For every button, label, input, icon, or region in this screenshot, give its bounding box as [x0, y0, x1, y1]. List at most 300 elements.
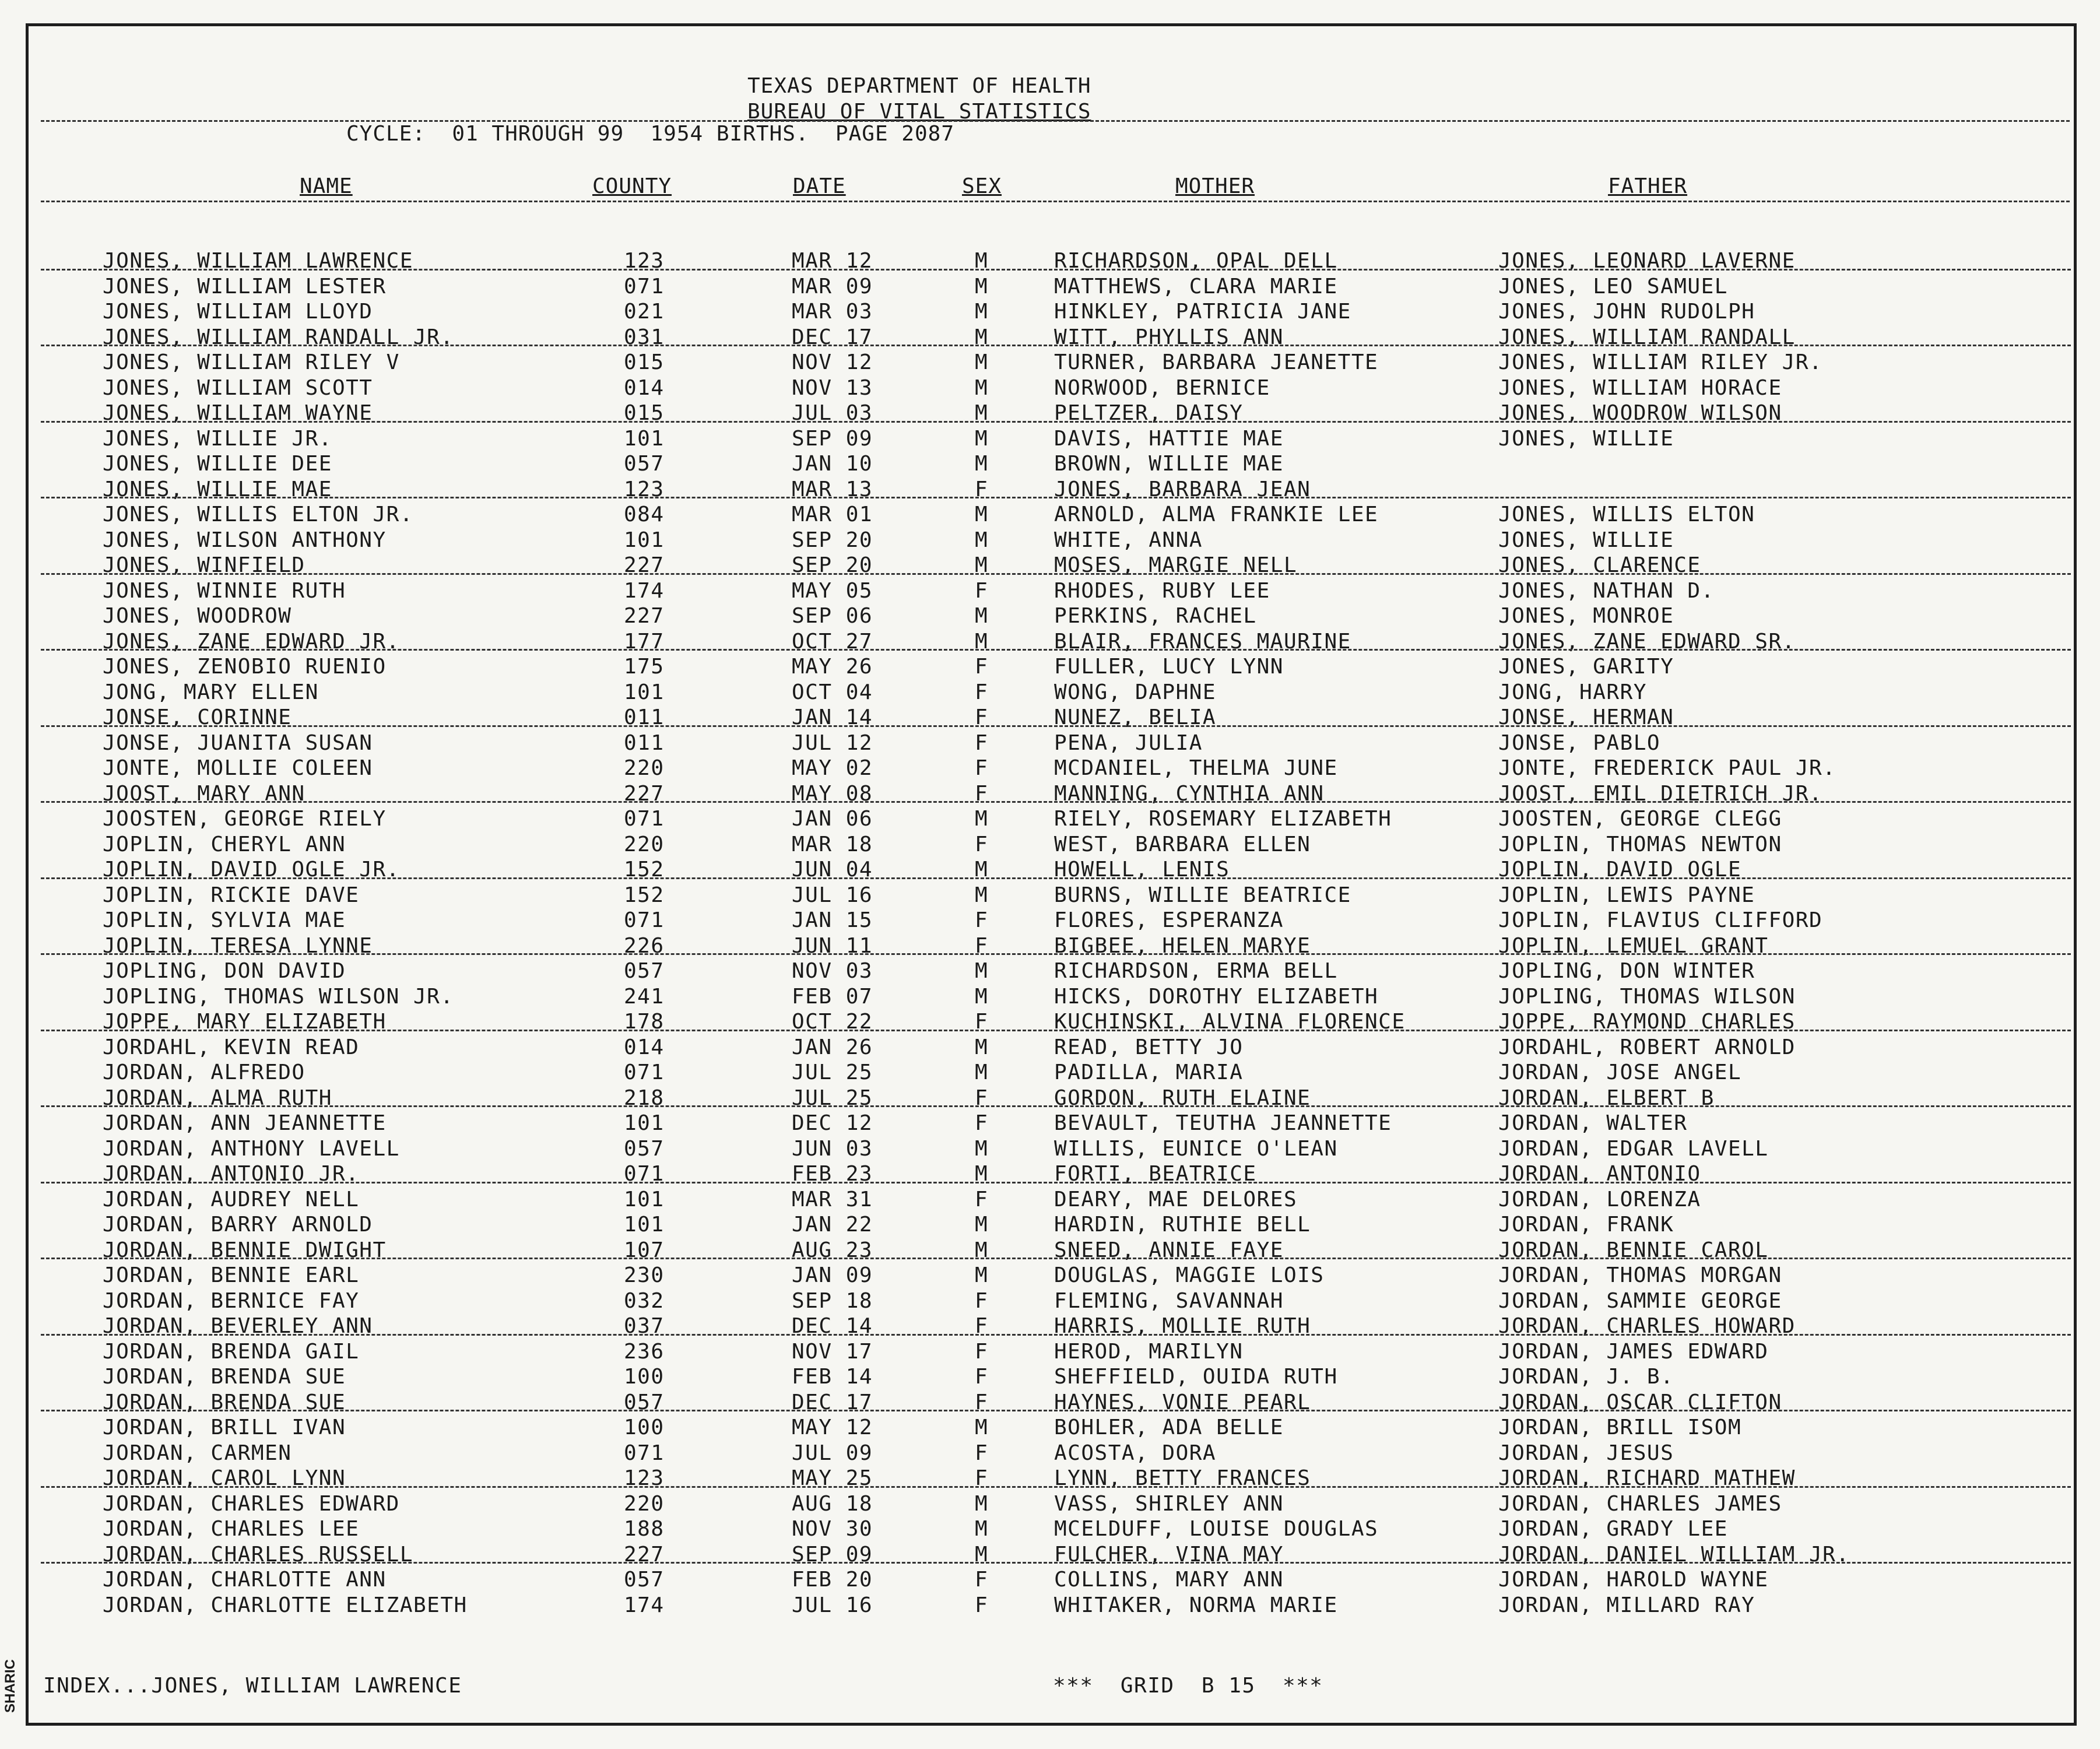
- cell-name: JORDAN, BRENDA SUE: [103, 1390, 346, 1414]
- cell-county: 227: [624, 604, 665, 628]
- cell-county: 107: [624, 1238, 665, 1262]
- cell-date: SEP 09: [792, 1542, 873, 1567]
- cell-sex: M: [975, 1263, 989, 1287]
- cell-mother: PELTZER, DAISY: [1054, 401, 1244, 425]
- table-row: [0, 1491, 2100, 1517]
- cell-mother: FLEMING, SAVANNAH: [1054, 1288, 1284, 1313]
- header-rule-top: [41, 120, 2070, 122]
- cell-county: 101: [624, 1111, 665, 1135]
- cell-mother: BLAIR, FRANCES MAURINE: [1054, 629, 1351, 654]
- cell-name: JONES, WINFIELD: [103, 553, 305, 577]
- table-row: [0, 1009, 2100, 1035]
- cell-sex: M: [975, 807, 989, 831]
- cell-county: 227: [624, 553, 665, 577]
- cell-mother: FORTI, BEATRICE: [1054, 1162, 1257, 1186]
- cell-father: JORDAHL, ROBERT ARNOLD: [1498, 1035, 1796, 1059]
- cell-mother: FULLER, LUCY LYNN: [1054, 655, 1284, 679]
- table-row: [0, 578, 2100, 604]
- cell-name: JORDAN, ALFREDO: [103, 1060, 305, 1084]
- cell-date: DEC 14: [792, 1314, 873, 1338]
- cell-mother: DAVIS, HATTIE MAE: [1054, 426, 1284, 451]
- cell-date: MAR 13: [792, 477, 873, 501]
- table-row: [0, 1263, 2100, 1288]
- cell-father: JONES, CLARENCE: [1498, 553, 1701, 577]
- cell-mother: MCDANIEL, THELMA JUNE: [1054, 756, 1338, 780]
- cell-name: JOPLIN, CHERYL ANN: [103, 832, 346, 856]
- cell-father: JORDAN, BENNIE CAROL: [1498, 1238, 1769, 1262]
- table-row: [0, 1161, 2100, 1187]
- cell-sex: F: [975, 1339, 989, 1364]
- table-row: [0, 1516, 2100, 1542]
- agency-title: TEXAS DEPARTMENT OF HEALTH: [747, 74, 1091, 98]
- cell-father: JONES, WILLIE: [1498, 426, 1674, 451]
- cell-father: JORDAN, SAMMIE GEORGE: [1498, 1288, 1782, 1313]
- cell-date: JUL 09: [792, 1441, 873, 1465]
- cell-date: JUL 12: [792, 730, 873, 755]
- cell-mother: HOWELL, LENIS: [1054, 858, 1230, 881]
- cell-date: MAR 12: [792, 249, 873, 273]
- cell-sex: M: [975, 1238, 989, 1262]
- table-row: [0, 1339, 2100, 1365]
- cell-mother: JONES, BARBARA JEAN: [1054, 477, 1311, 501]
- table-row: [0, 451, 2100, 477]
- birth-records-table: [0, 248, 2100, 1618]
- cell-county: 014: [624, 375, 665, 400]
- cell-date: NOV 13: [792, 375, 873, 400]
- cell-name: JORDAN, ALMA RUTH: [103, 1086, 332, 1110]
- table-row: [0, 832, 2100, 858]
- cell-county: 071: [624, 807, 665, 831]
- cell-county: 057: [624, 452, 665, 476]
- cell-sex: F: [975, 1390, 989, 1414]
- cell-name: JORDAN, ANTONIO JR.: [103, 1162, 360, 1186]
- cell-county: 037: [624, 1314, 665, 1338]
- cell-sex: M: [975, 959, 989, 983]
- cell-sex: F: [975, 1314, 989, 1338]
- cell-sex: M: [975, 604, 989, 628]
- table-row: [0, 958, 2100, 984]
- cell-name: JONES, WINNIE RUTH: [103, 578, 346, 603]
- cell-name: JONES, WILLIE DEE: [103, 452, 332, 476]
- cell-sex: M: [975, 503, 989, 526]
- cell-mother: FULCHER, VINA MAY: [1054, 1542, 1284, 1567]
- cell-name: JONES, WILSON ANTHONY: [103, 528, 387, 552]
- cell-father: JORDAN, WALTER: [1498, 1111, 1688, 1135]
- cell-date: DEC 17: [792, 1390, 873, 1414]
- cell-name: JONES, WOODROW: [103, 604, 292, 628]
- cell-father: JOOST, EMIL DIETRICH JR.: [1498, 781, 1823, 806]
- cell-date: SEP 06: [792, 604, 873, 628]
- cell-mother: WILLIS, EUNICE O'LEAN: [1054, 1136, 1338, 1161]
- cell-sex: F: [975, 655, 989, 679]
- cell-mother: WITT, PHYLLIS ANN: [1054, 325, 1284, 349]
- cell-father: JONG, HARRY: [1498, 680, 1647, 704]
- column-header-mother: MOTHER: [1175, 174, 1255, 198]
- cell-date: DEC 17: [792, 325, 873, 349]
- cell-name: JONES, ZANE EDWARD JR.: [103, 629, 400, 654]
- table-row: [0, 1593, 2100, 1618]
- cell-county: 101: [624, 528, 665, 552]
- cell-sex: F: [975, 908, 989, 932]
- cell-county: 227: [624, 1542, 665, 1567]
- cell-date: SEP 09: [792, 426, 873, 451]
- cell-mother: MCELDUFF, LOUISE DOUGLAS: [1054, 1517, 1379, 1541]
- cell-sex: F: [975, 933, 989, 958]
- cell-sex: M: [975, 528, 989, 552]
- table-row: [0, 350, 2100, 375]
- cell-father: JORDAN, CHARLES JAMES: [1498, 1491, 1782, 1516]
- cell-county: 015: [624, 350, 665, 374]
- cell-father: JOPLIN, DAVID OGLE: [1498, 858, 1742, 881]
- cell-name: JORDAN, CHARLOTTE ANN: [103, 1568, 387, 1592]
- cell-father: JORDAN, CHARLES HOWARD: [1498, 1314, 1796, 1338]
- column-header-date: DATE: [793, 174, 846, 198]
- cell-county: 220: [624, 756, 665, 780]
- cell-county: 101: [624, 1187, 665, 1211]
- cell-father: JOOSTEN, GEORGE CLEGG: [1498, 807, 1782, 831]
- cell-date: MAR 03: [792, 300, 873, 324]
- table-row: [0, 274, 2100, 300]
- cell-sex: F: [975, 1086, 989, 1110]
- cell-mother: HARDIN, RUTHIE BELL: [1054, 1213, 1311, 1237]
- cell-mother: ACOSTA, DORA: [1054, 1441, 1217, 1465]
- cell-sex: M: [975, 858, 989, 881]
- cell-name: JORDAHL, KEVIN READ: [103, 1035, 360, 1059]
- cell-sex: F: [975, 705, 989, 729]
- cell-sex: F: [975, 1365, 989, 1389]
- cell-date: MAR 01: [792, 503, 873, 526]
- cell-name: JOOSTEN, GEORGE RIELY: [103, 807, 387, 831]
- table-row: [0, 477, 2100, 503]
- cell-sex: M: [975, 1517, 989, 1541]
- cell-sex: M: [975, 300, 989, 324]
- cell-date: JAN 14: [792, 705, 873, 729]
- cell-name: JONES, WILLIE MAE: [103, 477, 332, 501]
- cell-sex: M: [975, 629, 989, 654]
- table-row: [0, 1567, 2100, 1593]
- cell-county: 188: [624, 1517, 665, 1541]
- cell-sex: M: [975, 1136, 989, 1161]
- cell-father: JORDAN, DANIEL WILLIAM JR.: [1498, 1542, 1850, 1567]
- cell-county: 057: [624, 1390, 665, 1414]
- table-row: [0, 908, 2100, 933]
- cell-sex: M: [975, 1213, 989, 1237]
- cell-name: JONES, ZENOBIO RUENIO: [103, 655, 387, 679]
- cell-mother: PENA, JULIA: [1054, 730, 1203, 755]
- cell-county: 174: [624, 1593, 665, 1617]
- cell-name: JOPLIN, DAVID OGLE JR.: [103, 858, 400, 881]
- cell-county: 178: [624, 1010, 665, 1034]
- cell-name: JORDAN, BRILL IVAN: [103, 1416, 346, 1439]
- cell-name: JONES, WILLIAM SCOTT: [103, 375, 373, 400]
- cell-county: 032: [624, 1288, 665, 1313]
- cell-county: 057: [624, 1568, 665, 1592]
- cell-county: 152: [624, 858, 665, 881]
- cell-county: 011: [624, 730, 665, 755]
- cell-date: JAN 10: [792, 452, 873, 476]
- table-row: [0, 1035, 2100, 1060]
- cell-father: JONES, WILLIAM RILEY JR.: [1498, 350, 1823, 374]
- cell-sex: F: [975, 730, 989, 755]
- table-row: [0, 806, 2100, 832]
- cell-mother: DEARY, MAE DELORES: [1054, 1187, 1298, 1211]
- cell-date: JUL 25: [792, 1086, 873, 1110]
- cell-father: JONES, WILLIAM RANDALL: [1498, 325, 1796, 349]
- cell-mother: RICHARDSON, ERMA BELL: [1054, 959, 1338, 983]
- cell-father: JONES, WILLIAM HORACE: [1498, 375, 1782, 400]
- cell-name: JORDAN, AUDREY NELL: [103, 1187, 360, 1211]
- cell-name: JONSE, JUANITA SUSAN: [103, 730, 373, 755]
- cell-name: JORDAN, CHARLES EDWARD: [103, 1491, 400, 1516]
- cell-sex: F: [975, 1466, 989, 1490]
- cell-sex: F: [975, 1441, 989, 1465]
- cell-father: JONES, NATHAN D.: [1498, 578, 1715, 603]
- cell-county: 071: [624, 1060, 665, 1084]
- cell-mother: BIGBEE, HELEN MARYE: [1054, 933, 1311, 958]
- table-row: [0, 375, 2100, 401]
- cell-sex: M: [975, 1491, 989, 1516]
- table-row: [0, 1212, 2100, 1238]
- cell-date: JUL 25: [792, 1060, 873, 1084]
- table-row: [0, 1542, 2100, 1568]
- cell-name: JOOST, MARY ANN: [103, 781, 305, 806]
- cell-county: 101: [624, 680, 665, 704]
- cell-father: JORDAN, J. B.: [1498, 1365, 1674, 1389]
- cell-date: MAR 09: [792, 274, 873, 298]
- table-row: [0, 248, 2100, 274]
- table-row: [0, 705, 2100, 730]
- table-row: [0, 1441, 2100, 1466]
- cell-date: SEP 20: [792, 553, 873, 577]
- column-header-father: FATHER: [1608, 174, 1688, 198]
- cell-name: JORDAN, BEVERLEY ANN: [103, 1314, 373, 1338]
- table-row: [0, 857, 2100, 883]
- cell-sex: M: [975, 1542, 989, 1567]
- table-row: [0, 325, 2100, 350]
- cell-date: FEB 14: [792, 1365, 873, 1389]
- cell-county: 236: [624, 1339, 665, 1364]
- cell-father: JOPLING, DON WINTER: [1498, 959, 1755, 983]
- cell-county: 100: [624, 1416, 665, 1439]
- cell-date: JAN 26: [792, 1035, 873, 1059]
- cell-mother: HINKLEY, PATRICIA JANE: [1054, 300, 1351, 324]
- cell-sex: F: [975, 1568, 989, 1592]
- cell-date: MAY 25: [792, 1466, 873, 1490]
- cell-mother: GORDON, RUTH ELAINE: [1054, 1086, 1311, 1110]
- cell-name: JORDAN, BARRY ARNOLD: [103, 1213, 373, 1237]
- cell-mother: HICKS, DOROTHY ELIZABETH: [1054, 984, 1379, 1009]
- cell-father: JONES, WILLIS ELTON: [1498, 503, 1755, 526]
- cell-county: 015: [624, 401, 665, 425]
- cell-county: 227: [624, 781, 665, 806]
- cell-date: AUG 23: [792, 1238, 873, 1262]
- cell-name: JOPPE, MARY ELIZABETH: [103, 1010, 387, 1034]
- cell-date: MAY 26: [792, 655, 873, 679]
- cell-name: JORDAN, BENNIE DWIGHT: [103, 1238, 387, 1262]
- cell-name: JOPLING, DON DAVID: [103, 959, 346, 983]
- cell-father: JOPLIN, LEMUEL GRANT: [1498, 933, 1769, 958]
- cell-father: JONTE, FREDERICK PAUL JR.: [1498, 756, 1836, 780]
- cell-father: JORDAN, JESUS: [1498, 1441, 1674, 1465]
- cell-father: JOPLIN, FLAVIUS CLIFFORD: [1498, 908, 1823, 932]
- table-row: [0, 1415, 2100, 1441]
- cell-mother: READ, BETTY JO: [1054, 1035, 1244, 1059]
- cell-father: JOPLIN, THOMAS NEWTON: [1498, 832, 1782, 856]
- cell-mother: ARNOLD, ALMA FRANKIE LEE: [1054, 503, 1379, 526]
- cell-county: 071: [624, 1162, 665, 1186]
- cell-father: JONSE, HERMAN: [1498, 705, 1674, 729]
- table-row: [0, 1238, 2100, 1263]
- cell-county: 218: [624, 1086, 665, 1110]
- cell-father: JORDAN, ANTONIO: [1498, 1162, 1701, 1186]
- cell-mother: BURNS, WILLIE BEATRICE: [1054, 883, 1351, 907]
- table-row: [0, 299, 2100, 325]
- cell-mother: VASS, SHIRLEY ANN: [1054, 1491, 1284, 1516]
- cell-name: JORDAN, BRENDA SUE: [103, 1365, 346, 1389]
- table-row: [0, 553, 2100, 578]
- cycle-line: CYCLE: 01 THROUGH 99 1954 BIRTHS. PAGE 2087: [346, 122, 954, 146]
- cell-mother: HAYNES, VONIE PEARL: [1054, 1390, 1311, 1414]
- cell-name: JORDAN, ANN JEANNETTE: [103, 1111, 387, 1135]
- table-row: [0, 781, 2100, 807]
- footer-index: INDEX...JONES, WILLIAM LAWRENCE: [43, 1674, 462, 1698]
- cell-name: JORDAN, CHARLOTTE ELIZABETH: [103, 1593, 468, 1617]
- cell-mother: NORWOOD, BERNICE: [1054, 375, 1270, 400]
- cell-date: SEP 20: [792, 528, 873, 552]
- cell-father: JORDAN, GRADY LEE: [1498, 1517, 1728, 1541]
- cell-sex: F: [975, 1288, 989, 1313]
- footer-grid: *** GRID B 15 ***: [1053, 1674, 1323, 1698]
- cell-date: MAY 08: [792, 781, 873, 806]
- cell-father: JONES, JOHN RUDOLPH: [1498, 300, 1755, 324]
- cell-name: JONES, WILLIAM LESTER: [103, 274, 387, 298]
- cell-sex: M: [975, 325, 989, 349]
- cell-name: JONES, WILLIAM RILEY V: [103, 350, 400, 374]
- cell-date: OCT 04: [792, 680, 873, 704]
- cell-father: JORDAN, ELBERT B: [1498, 1086, 1715, 1110]
- cell-county: 057: [624, 959, 665, 983]
- cell-father: JORDAN, RICHARD MATHEW: [1498, 1466, 1796, 1490]
- cell-county: 226: [624, 933, 665, 958]
- cell-date: JAN 22: [792, 1213, 873, 1237]
- cell-mother: WHITE, ANNA: [1054, 528, 1203, 552]
- cell-county: 011: [624, 705, 665, 729]
- cell-mother: NUNEZ, BELIA: [1054, 705, 1217, 729]
- column-header-county: COUNTY: [592, 174, 672, 198]
- cell-father: JONES, WILLIE: [1498, 528, 1674, 552]
- cell-date: JAN 06: [792, 807, 873, 831]
- cell-sex: M: [975, 375, 989, 400]
- cell-father: JORDAN, HAROLD WAYNE: [1498, 1568, 1769, 1592]
- cell-father: JONES, LEONARD LAVERNE: [1498, 249, 1796, 273]
- cell-mother: RICHARDSON, OPAL DELL: [1054, 249, 1338, 273]
- cell-date: JAN 09: [792, 1263, 873, 1287]
- table-row: [0, 883, 2100, 908]
- cell-county: 014: [624, 1035, 665, 1059]
- cell-name: JONTE, MOLLIE COLEEN: [103, 756, 373, 780]
- cell-mother: LYNN, BETTY FRANCES: [1054, 1466, 1311, 1490]
- table-row: [0, 654, 2100, 680]
- cell-father: JORDAN, LORENZA: [1498, 1187, 1701, 1211]
- cell-sex: M: [975, 401, 989, 425]
- cell-name: JOPLIN, TERESA LYNNE: [103, 933, 373, 958]
- cell-sex: M: [975, 1035, 989, 1059]
- cell-date: FEB 07: [792, 984, 873, 1009]
- table-row: [0, 680, 2100, 705]
- cell-mother: MOSES, MARGIE NELL: [1054, 553, 1298, 577]
- table-row: [0, 1187, 2100, 1213]
- cell-name: JONES, WILLIAM LAWRENCE: [103, 249, 413, 273]
- cell-date: NOV 30: [792, 1517, 873, 1541]
- cell-father: JORDAN, BRILL ISOM: [1498, 1416, 1742, 1439]
- table-row: [0, 401, 2100, 426]
- cell-sex: F: [975, 781, 989, 806]
- cell-sex: F: [975, 1593, 989, 1617]
- cell-father: JORDAN, JOSE ANGEL: [1498, 1060, 1742, 1084]
- cell-name: JORDAN, BRENDA GAIL: [103, 1339, 360, 1364]
- cell-date: MAY 12: [792, 1416, 873, 1439]
- cell-sex: F: [975, 756, 989, 780]
- cell-date: JUN 11: [792, 933, 873, 958]
- cell-mother: SHEFFIELD, OUIDA RUTH: [1054, 1365, 1338, 1389]
- cell-name: JONES, WILLIAM LLOYD: [103, 300, 373, 324]
- cell-sex: F: [975, 1111, 989, 1135]
- cell-date: JUL 16: [792, 1593, 873, 1617]
- cell-date: MAY 02: [792, 756, 873, 780]
- cell-mother: PERKINS, RACHEL: [1054, 604, 1257, 628]
- table-row: [0, 730, 2100, 756]
- cell-sex: M: [975, 984, 989, 1009]
- cell-father: JONES, MONROE: [1498, 604, 1674, 628]
- cell-county: 021: [624, 300, 665, 324]
- table-row: [0, 756, 2100, 781]
- cell-date: MAY 05: [792, 578, 873, 603]
- cell-father: JONES, GARITY: [1498, 655, 1674, 679]
- cell-sex: F: [975, 578, 989, 603]
- cell-county: 084: [624, 503, 665, 526]
- table-row: [0, 603, 2100, 629]
- cell-mother: MATTHEWS, CLARA MARIE: [1054, 274, 1338, 298]
- cell-father: JORDAN, THOMAS MORGAN: [1498, 1263, 1782, 1287]
- cell-father: JORDAN, OSCAR CLIFTON: [1498, 1390, 1782, 1414]
- cell-name: JONSE, CORINNE: [103, 705, 292, 729]
- cell-county: 220: [624, 832, 665, 856]
- cell-name: JORDAN, ANTHONY LAVELL: [103, 1136, 400, 1161]
- cell-date: FEB 23: [792, 1162, 873, 1186]
- cell-county: 152: [624, 883, 665, 907]
- cell-date: NOV 12: [792, 350, 873, 374]
- side-watermark: SHARIC: [2, 1659, 18, 1713]
- cell-sex: F: [975, 1187, 989, 1211]
- cell-name: JONG, MARY ELLEN: [103, 680, 319, 704]
- cell-name: JOPLING, THOMAS WILSON JR.: [103, 984, 454, 1009]
- cell-name: JONES, WILLIAM RANDALL JR.: [103, 325, 454, 349]
- column-header-name: NAME: [300, 174, 353, 198]
- cell-father: JORDAN, EDGAR LAVELL: [1498, 1136, 1769, 1161]
- cell-father: JONES, LEO SAMUEL: [1498, 274, 1728, 298]
- cell-county: 101: [624, 1213, 665, 1237]
- table-row: [0, 1136, 2100, 1162]
- cell-date: NOV 17: [792, 1339, 873, 1364]
- cell-sex: M: [975, 1416, 989, 1439]
- cell-sex: F: [975, 477, 989, 501]
- table-row: [0, 1060, 2100, 1086]
- cell-mother: HEROD, MARILYN: [1054, 1339, 1244, 1364]
- cell-mother: KUCHINSKI, ALVINA FLORENCE: [1054, 1010, 1406, 1034]
- cell-name: JORDAN, CAROL LYNN: [103, 1466, 346, 1490]
- cell-name: JORDAN, BENNIE EARL: [103, 1263, 360, 1287]
- cell-name: JORDAN, CHARLES RUSSELL: [103, 1542, 413, 1567]
